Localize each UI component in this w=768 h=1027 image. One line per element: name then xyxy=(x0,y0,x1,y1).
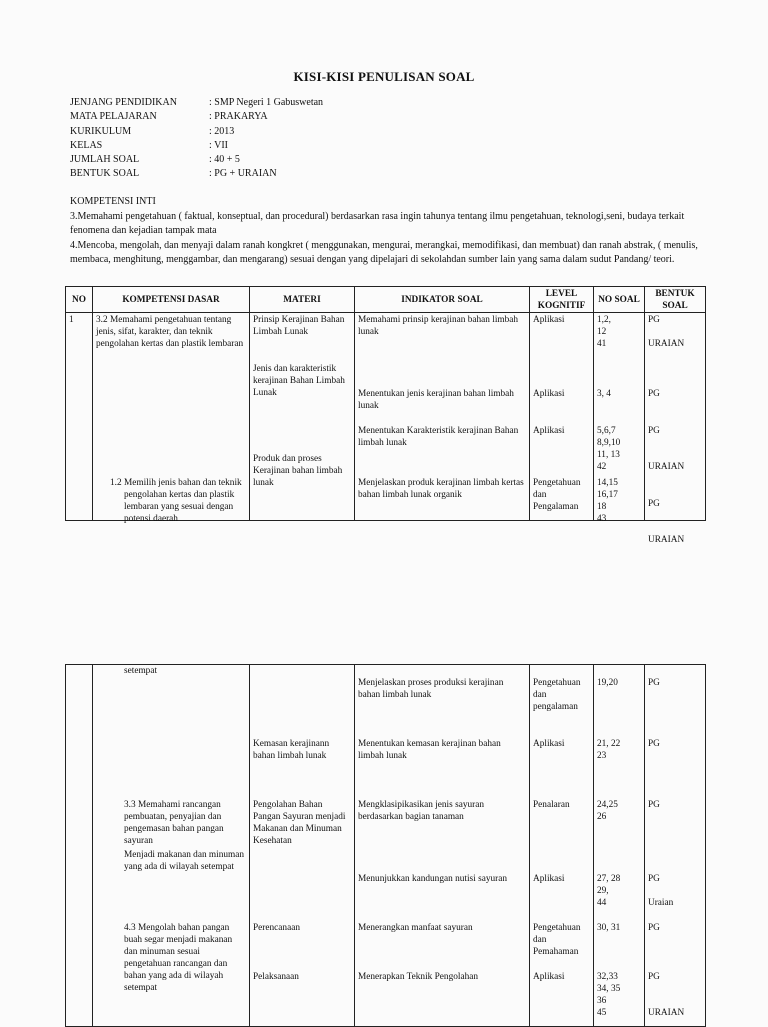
materi-item: Prinsip Kerajinan Bahan Limbah Lunak xyxy=(253,315,345,337)
document-title: KISI-KISI PENULISAN SOAL xyxy=(293,69,475,84)
nosoal-item xyxy=(597,677,642,689)
level-item: Aplikasi xyxy=(533,972,565,982)
nosoal-line: 5,6,7 xyxy=(597,426,616,436)
cell-indikator-soal xyxy=(355,313,530,521)
level-item: Aplikasi xyxy=(533,389,565,399)
kd-item: 3.2 Memahami pengetahuan tentang jenis, sifat, karakter, dan teknik pengolahan kertas dan plastik lembaran xyxy=(96,315,244,349)
nosoal-line: 16,17 xyxy=(597,490,618,500)
cell-bentuk-soal xyxy=(645,313,706,545)
indikator-item: Memahami prinsip kerajinan bahan limbah lunak xyxy=(358,315,519,337)
nosoal-item xyxy=(597,477,642,525)
nosoal-line: 23 xyxy=(597,751,607,761)
bentuk-item: PG xyxy=(648,426,660,436)
header-level-kognitif: LEVEL KOGNITIF xyxy=(530,287,594,313)
level-item: Penalaran xyxy=(533,800,570,810)
kisi-table-page-2 xyxy=(65,664,706,1027)
info-value: : SMP Negeri 1 Gabuswetan xyxy=(209,97,324,108)
kisi-table-page-1 xyxy=(65,286,706,545)
nosoal-line: 36 xyxy=(597,996,607,1006)
header-indikator-soal: INDIKATOR SOAL xyxy=(355,287,530,313)
nosoal-line: 3, 4 xyxy=(597,389,611,399)
bentuk-item: PG xyxy=(648,499,660,509)
header-no: NO xyxy=(66,287,93,313)
nosoal-line: 21, 22 xyxy=(597,739,621,749)
info-label: JENJANG PENDIDIKAN xyxy=(70,97,177,108)
bentuk-item: PG xyxy=(648,972,660,982)
info-label: KURIKULUM xyxy=(70,125,132,137)
nosoal-line: 12 xyxy=(597,327,607,337)
bentuk-item: URAIAN xyxy=(648,1008,685,1018)
info-label: KELAS xyxy=(70,139,103,151)
info-label: MATA PELAJARAN xyxy=(70,111,157,123)
cell-bentuk-soal xyxy=(645,665,706,1027)
level-item: Aplikasi xyxy=(533,315,565,325)
bentuk-item: Uraian xyxy=(648,898,674,908)
bentuk-item: PG xyxy=(648,315,660,325)
bentuk-item: URAIAN xyxy=(648,462,685,472)
table-row xyxy=(66,665,706,1027)
cell-no-soal xyxy=(594,313,645,524)
table-row xyxy=(66,313,706,521)
cell-level-kognitif xyxy=(530,665,594,1027)
header-materi: MATERI xyxy=(250,287,355,313)
kd-item: setempat xyxy=(124,666,158,676)
cell-kompetensi-dasar xyxy=(93,665,250,1027)
info-value: : VII xyxy=(209,139,228,151)
nosoal-line: 14,15 xyxy=(597,478,618,488)
header-kompetensi-dasar: KOMPETENSI DASAR xyxy=(93,287,250,313)
materi-item: Pelaksanaan xyxy=(253,972,299,982)
kompetensi-inti-section xyxy=(70,195,702,268)
kd-item: Menjadi makanan dan minuman yang ada di wilayah setempat xyxy=(124,850,245,872)
indikator-item: Menerapkan Teknik Pengolahan xyxy=(358,972,479,982)
indikator-item: Menerangkan manfaat sayuran xyxy=(358,923,473,933)
nosoal-line: 11, 13 xyxy=(597,450,620,460)
nosoal-line: 32,33 xyxy=(597,972,618,982)
info-value: : PRAKARYA xyxy=(209,111,268,123)
nosoal-line: 45 xyxy=(597,1008,607,1018)
kd-item: 1.2 Memilih jenis bahan dan teknik pengolahan kertas dan plastik lembaran yang sesuai dengan potensi daerah xyxy=(110,478,242,524)
nosoal-line: 41 xyxy=(597,339,607,349)
info-value: : 40 + 5 xyxy=(209,154,240,166)
nosoal-line: 29, xyxy=(597,886,609,896)
level-item: Aplikasi xyxy=(533,426,565,436)
materi-item: Jenis dan karakteristik kerajinan Bahan Limbah Lunak xyxy=(253,364,345,398)
indikator-item: Mengklasipikasikan jenis sayuran berdasarkan bagian tanaman xyxy=(358,800,484,822)
bentuk-item: PG xyxy=(648,739,660,749)
nosoal-line: 26 xyxy=(597,812,607,822)
nosoal-line: 43 xyxy=(597,514,607,524)
nosoal-item xyxy=(597,425,642,473)
bentuk-item: PG xyxy=(648,678,660,688)
info-value: : 2013 xyxy=(209,125,235,137)
bentuk-item: URAIAN xyxy=(648,339,685,349)
info-value: : PG + URAIAN xyxy=(209,168,277,180)
indikator-item: Menjelaskan produk kerajinan limbah kertas bahan limbah lunak organik xyxy=(358,478,524,500)
indikator-item: Menjelaskan proses produksi kerajinan bahan limbah lunak xyxy=(358,678,504,700)
indikator-item: Menunjukkan kandungan nutisi sayuran xyxy=(358,874,507,884)
nosoal-item xyxy=(597,873,642,909)
cell-no xyxy=(66,313,93,521)
nosoal-line: 42 xyxy=(597,462,607,472)
cell-materi xyxy=(250,313,355,521)
bentuk-item: PG xyxy=(648,389,660,399)
kd-item: 4.3 Mengolah bahan pangan buah segar menjadi makanan dan minuman sesuai pengetahuan rancangan dan bahan yang ada di wilayah setempat xyxy=(124,923,233,993)
level-item: Aplikasi xyxy=(533,739,565,749)
bentuk-item: PG xyxy=(648,800,660,810)
header-no-soal: NO SOAL xyxy=(594,287,645,313)
nosoal-item xyxy=(597,738,642,762)
nosoal-line: 8,9,10 xyxy=(597,438,621,448)
nosoal-line: 44 xyxy=(597,898,607,908)
cell-kompetensi-dasar xyxy=(93,313,250,524)
materi-item: Produk dan proses Kerajinan bahan limbah lunak xyxy=(253,454,343,488)
header-bentuk-soal: BENTUK SOAL xyxy=(645,287,706,313)
nosoal-line: 1,2, xyxy=(597,315,611,325)
level-item: Pengetahuan dan Pengalaman xyxy=(533,478,581,512)
nosoal-line: 24,25 xyxy=(597,800,618,810)
bentuk-item: PG xyxy=(648,923,660,933)
indikator-item: Menentukan kemasan kerajinan bahan limbah lunak xyxy=(358,739,501,761)
level-item: Pengetahuan dan pengalaman xyxy=(533,678,581,712)
nosoal-item xyxy=(597,971,642,1019)
cell-materi xyxy=(250,665,355,1027)
nosoal-line: 34, 35 xyxy=(597,984,621,994)
info-label: BENTUK SOAL xyxy=(70,168,140,180)
cell-no-soal xyxy=(594,665,645,1027)
ki-4-text: 4.Mencoba, mengolah, dan menyaji dalam ranah kongkret ( menggunakan, mengurai, merangkai, memodifikasi, dan membuat) dan ranah abstrak, ( menulis, membaca, menghitung, menggambar, dan mengarang) sesuai dengan yang dipelajari di sekolahdan sumber lain yang sama dalam sudut Pandang/ teori. xyxy=(70,239,698,265)
indikator-item: Menentukan jenis kerajinan bahan limbah lunak xyxy=(358,389,514,411)
kd-item: 3.3 Memahami rancangan pembuatan, penyajian dan pengemasan bahan pangan sayuran xyxy=(124,800,224,846)
indikator-item: Menentukan Karakteristik kerajinan Bahan limbah lunak xyxy=(358,426,519,448)
nosoal-line: 27, 28 xyxy=(597,874,621,884)
cell-indikator-soal xyxy=(355,665,530,1027)
materi-item: Perencanaan xyxy=(253,923,300,933)
nosoal-item xyxy=(597,314,642,350)
nosoal-item xyxy=(597,388,642,400)
cell-level-kognitif xyxy=(530,313,594,521)
level-item: Aplikasi xyxy=(533,874,565,884)
bentuk-item: URAIAN xyxy=(648,535,685,545)
nosoal-line: 18 xyxy=(597,502,607,512)
ki-heading: KOMPETENSI INTI xyxy=(70,196,156,207)
bentuk-item: PG xyxy=(648,874,660,884)
nosoal-line: 30, 31 xyxy=(597,923,621,933)
materi-item: Kemasan kerajinann bahan limbah lunak xyxy=(253,739,330,761)
nosoal-item xyxy=(597,799,642,823)
cell-no xyxy=(66,665,93,1027)
info-label: JUMLAH SOAL xyxy=(70,154,140,166)
nosoal-item xyxy=(597,922,642,934)
nosoal-line: 19,20 xyxy=(597,678,618,688)
level-item: Pengetahuan dan Pemahaman xyxy=(533,923,581,957)
row-number: 1 xyxy=(69,315,74,325)
table-header-row xyxy=(66,287,706,313)
materi-item: Pengolahan Bahan Pangan Sayuran menjadi Makanan dan Minuman Kesehatan xyxy=(253,800,346,846)
ki-3-text: 3.Memahami pengetahuan ( faktual, konseptual, dan procedural) berdasarkan rasa ingin tahunya tentang ilmu pengetahuan, teknologi,seni, budaya terkait fenomena dan kejadian tampak mata xyxy=(70,210,685,236)
